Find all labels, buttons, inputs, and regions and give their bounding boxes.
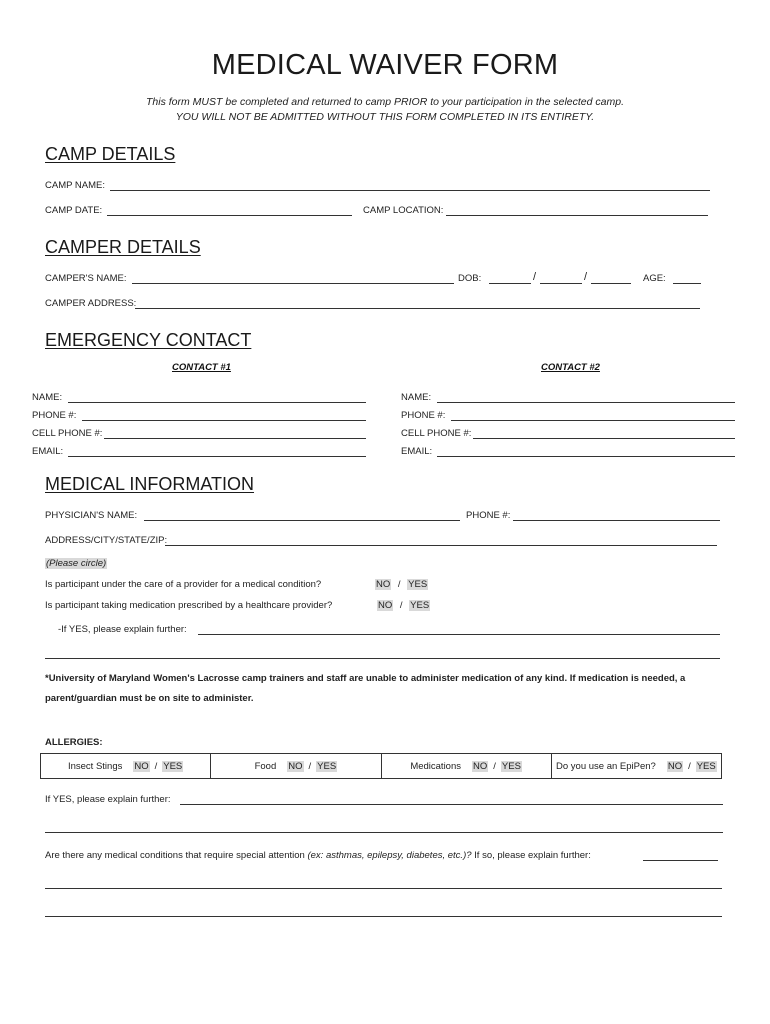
camp-date-field[interactable]: [107, 215, 352, 216]
option-separator: /: [399, 600, 403, 611]
yes-option[interactable]: YES: [317, 760, 337, 772]
no-option[interactable]: NO: [667, 760, 683, 772]
option-separator: /: [308, 760, 312, 772]
medication-explain-field[interactable]: [198, 634, 720, 635]
contact-2-phone-field[interactable]: [451, 420, 735, 421]
camp-name-label: CAMP NAME:: [45, 180, 106, 191]
physician-address-field[interactable]: [165, 545, 717, 546]
allergy-label: Do you use an EpiPen?: [556, 760, 656, 772]
contact-2-cell-field[interactable]: [473, 438, 735, 439]
no-option[interactable]: NO: [376, 579, 391, 590]
contact-2-name-field[interactable]: [437, 402, 735, 403]
conditions-question: [45, 850, 591, 861]
physician-address-label: ADDRESS/CITY/STATE/ZIP:: [45, 535, 168, 546]
camper-name-field[interactable]: [132, 283, 454, 284]
contact-1-email-field[interactable]: [68, 456, 366, 457]
contact-1-name-label: NAME:: [32, 392, 63, 403]
conditions-prefix: Are there any medical conditions that require special attention: [45, 850, 305, 861]
subtitle-line-1: This form MUST be completed and returned to camp PRIOR to your participation in the selected camp.: [146, 96, 624, 108]
allergy-insect-stings[interactable]: [41, 754, 211, 778]
medication-notice-line-2: parent/guardian must be on site to administer.: [45, 693, 254, 704]
camper-address-field[interactable]: [135, 308, 700, 309]
question-prescribed-medication-options[interactable]: [377, 600, 430, 611]
conditions-field[interactable]: [643, 860, 718, 861]
physician-name-field[interactable]: [144, 520, 460, 521]
medical-information-heading: MEDICAL INFORMATION: [45, 474, 255, 494]
question-provider-care-options[interactable]: [375, 579, 428, 590]
conditions-field-3[interactable]: [45, 916, 722, 917]
camper-address-label: CAMPER ADDRESS:: [45, 298, 137, 309]
contact-1-email-label: EMAIL:: [32, 446, 64, 457]
allergy-medications[interactable]: [382, 754, 552, 778]
medication-explain-label: -If YES, please explain further:: [58, 624, 187, 635]
no-option[interactable]: NO: [134, 760, 149, 772]
age-label: AGE:: [643, 273, 666, 284]
dob-label: DOB:: [458, 273, 482, 284]
yes-option[interactable]: YES: [410, 600, 430, 611]
camp-date-label: CAMP DATE:: [45, 205, 103, 216]
dob-month-field[interactable]: [489, 283, 531, 284]
allergy-explain-field[interactable]: [180, 804, 723, 805]
option-separator: /: [688, 760, 691, 772]
medication-notice-line-1: *University of Maryland Women's Lacrosse camp trainers and staff are unable to administer medication of any kind. If medication is needed, a: [45, 673, 686, 684]
option-separator: /: [154, 760, 158, 772]
option-separator: /: [397, 579, 401, 590]
please-circle-text: (Please circle): [46, 558, 107, 569]
question-provider-care: Is participant under the care of a provider for a medical condition?: [45, 579, 322, 590]
no-option[interactable]: NO: [288, 760, 303, 772]
allergy-explain-label: If YES, please explain further:: [45, 794, 171, 805]
allergy-label: Insect Stings: [67, 760, 123, 772]
camp-details-heading: CAMP DETAILS: [45, 144, 176, 164]
contact-2-email-field[interactable]: [437, 456, 735, 457]
page-title: MEDICAL WAIVER FORM: [211, 49, 559, 81]
conditions-example: (ex: asthmas, epilepsy, diabetes, etc.)?: [307, 850, 472, 861]
dob-slash-2: /: [584, 271, 588, 283]
allergies-heading: ALLERGIES:: [45, 737, 103, 748]
question-prescribed-medication: Is participant taking medication prescribed by a healthcare provider?: [45, 600, 333, 611]
allergy-label: Food: [254, 760, 277, 772]
contact-1-phone-field[interactable]: [82, 420, 366, 421]
physician-phone-field[interactable]: [513, 520, 720, 521]
conditions-field-2[interactable]: [45, 888, 722, 889]
allergy-epipen[interactable]: [552, 754, 721, 778]
no-option[interactable]: NO: [378, 600, 393, 611]
contact-1-cell-field[interactable]: [104, 438, 366, 439]
emergency-contact-heading: EMERGENCY CONTACT: [45, 330, 252, 350]
physician-name-label: PHYSICIAN'S NAME:: [45, 510, 138, 521]
contact-1-cell-label: CELL PHONE #:: [32, 428, 103, 439]
contact-2-email-label: EMAIL:: [401, 446, 433, 457]
physician-phone-label: PHONE #:: [466, 510, 511, 521]
contact-1-title: CONTACT #1: [172, 362, 231, 373]
contact-1-name-field[interactable]: [68, 402, 366, 403]
allergy-label: Medications: [410, 760, 462, 772]
contact-2-title: CONTACT #2: [541, 362, 600, 373]
option-separator: /: [493, 760, 496, 772]
conditions-suffix: If so, please explain further:: [474, 850, 591, 861]
yes-option[interactable]: YES: [408, 579, 428, 590]
medication-explain-field-2[interactable]: [45, 658, 720, 659]
contact-1-phone-label: PHONE #:: [32, 410, 77, 421]
subtitle-line-2: YOU WILL NOT BE ADMITTED WITHOUT THIS FORM COMPLETED IN ITS ENTIRETY.: [175, 111, 595, 123]
yes-option[interactable]: YES: [163, 760, 183, 772]
allergy-explain-field-2[interactable]: [45, 832, 723, 833]
no-option[interactable]: NO: [473, 760, 488, 772]
dob-day-field[interactable]: [540, 283, 582, 284]
contact-2-name-label: NAME:: [401, 392, 432, 403]
allergy-food[interactable]: [211, 754, 381, 778]
dob-slash-1: /: [533, 271, 537, 283]
please-circle-note: [45, 558, 107, 569]
contact-2-phone-label: PHONE #:: [401, 410, 446, 421]
yes-option[interactable]: YES: [501, 760, 521, 772]
yes-option[interactable]: YES: [696, 760, 716, 772]
camper-details-heading: CAMPER DETAILS: [45, 237, 201, 257]
age-field[interactable]: [673, 283, 701, 284]
allergies-table: [40, 753, 722, 779]
camper-name-label: CAMPER'S NAME:: [45, 273, 127, 284]
camp-location-field[interactable]: [446, 215, 708, 216]
camp-name-field[interactable]: [110, 190, 710, 191]
dob-year-field[interactable]: [591, 283, 631, 284]
camp-location-label: CAMP LOCATION:: [363, 205, 444, 216]
contact-2-cell-label: CELL PHONE #:: [401, 428, 472, 439]
